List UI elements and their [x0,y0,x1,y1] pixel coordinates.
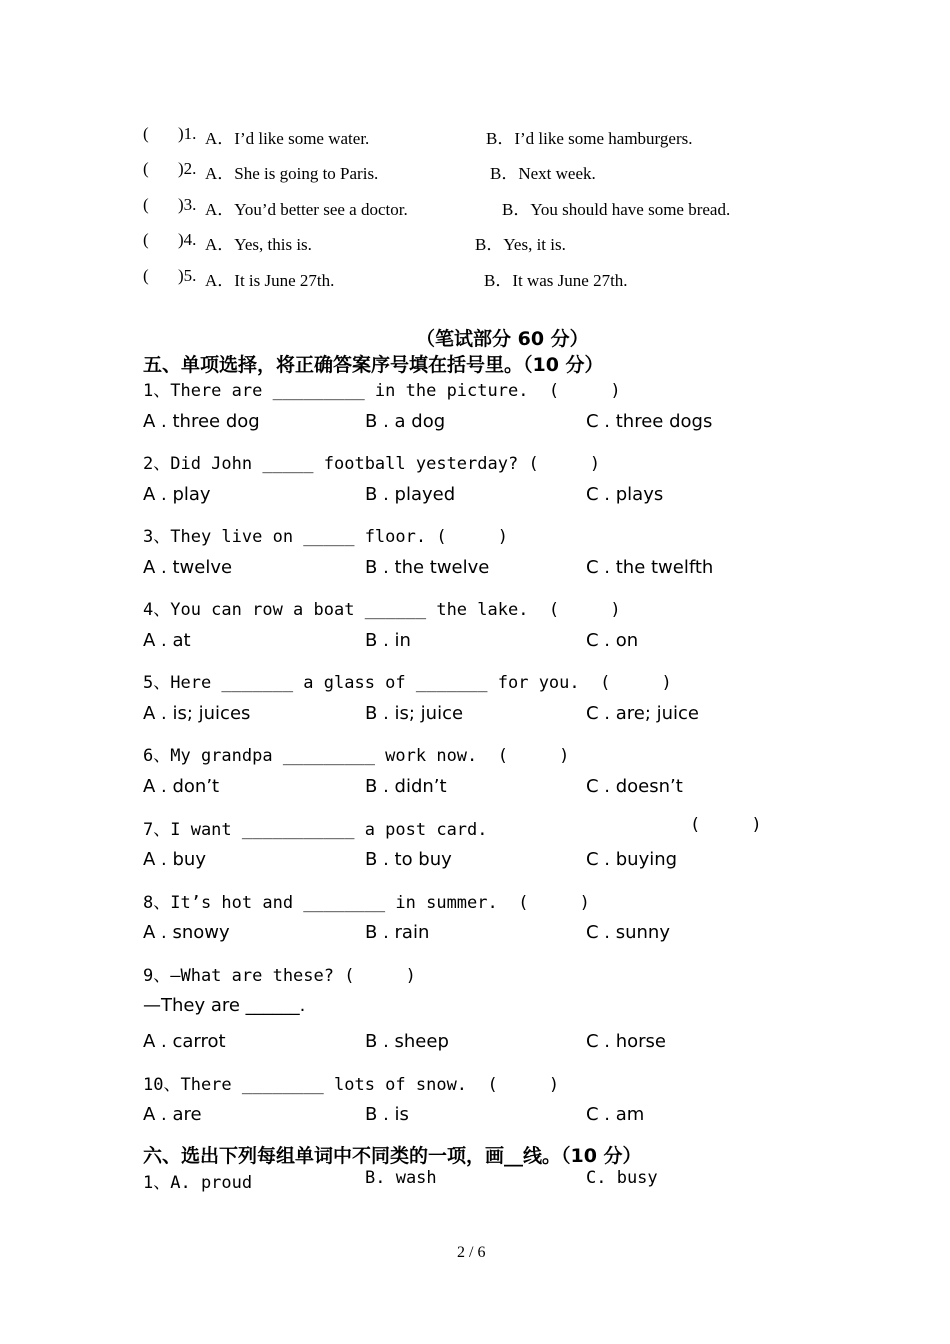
item-number: )1. [178,124,197,143]
answer-paren: ( ) [690,815,762,835]
answer-paren: ( [143,266,149,285]
option-a: A．I’d like some water. [205,129,370,148]
option-a: A . carrot [143,1031,226,1052]
option-b: B . to buy [365,849,452,870]
option-c: C . buying [586,849,678,870]
item-number: )2. [178,159,197,178]
option-a: A . are [143,1104,202,1125]
option-a: A．It is June 27th. [205,271,335,290]
question-text: 6、My grandpa _________ work now. ( ) [143,746,570,766]
question-option-a: 1、A. proud [143,1173,253,1193]
option-b: B . a dog [365,411,446,432]
option-b: B . in [365,630,411,651]
option-a: A．Yes, this is. [205,235,312,254]
item-number: )5. [178,266,197,285]
option-c: C . am [586,1104,645,1125]
option-b: B . is [365,1104,409,1125]
option-b: B．Yes, it is. [475,235,566,254]
option-a: A . at [143,630,191,651]
option-c: C . three dogs [586,411,713,432]
option-b: B. wash [365,1168,437,1188]
question-text: 2、Did John _____ football yesterday? ( ) [143,454,601,474]
section5-title: 五、单项选择，将正确答案序号填在括号里。（10 分） [143,354,604,376]
option-b: B . sheep [365,1031,449,1052]
option-c: C. busy [586,1168,658,1188]
option-b: B．You should have some bread. [502,200,731,219]
option-b: B . didn’t [365,776,447,797]
option-a: A . play [143,484,211,505]
option-c: C . are; juice [586,703,700,724]
option-a: A．She is going to Paris. [205,164,379,183]
answer-paren: ( [143,195,149,214]
question-text: 10、There ________ lots of snow. ( ) [143,1075,560,1095]
option-b: B．I’d like some hamburgers. [486,129,693,148]
option-a: A . snowy [143,922,230,943]
answer-paren: ( [143,159,149,178]
written-part-title: （笔试部分 60 分） [416,328,589,350]
question-text: 7、I want ___________ a post card. [143,820,488,840]
question-text: 9、—What are these? ( ) [143,966,416,986]
page-number: 2 / 6 [457,1244,486,1261]
question-text: 8、It’s hot and ________ in summer. ( ) [143,893,590,913]
item-number: )4. [178,230,197,249]
option-c: C . on [586,630,639,651]
question-text-line2: —They are ______. [143,995,306,1016]
option-a: A．You’d better see a doctor. [205,200,408,219]
option-c: C . sunny [586,922,670,943]
option-c: C . plays [586,484,664,505]
option-b: B . is; juice [365,703,464,724]
option-a: A . don’t [143,776,220,797]
option-a: A . is; juices [143,703,251,724]
item-number: )3. [178,195,197,214]
question-text: 4、You can row a boat ______ the lake. ( ) [143,600,621,620]
option-b: B . rain [365,922,430,943]
option-b: B．It was June 27th. [484,271,628,290]
question-text: 3、They live on _____ floor. ( ) [143,527,508,547]
option-b: B．Next week. [490,164,596,183]
option-c: C . horse [586,1031,667,1052]
option-a: A . buy [143,849,206,870]
option-b: B . the twelve [365,557,490,578]
question-text: 1、There are _________ in the picture. ( ) [143,381,621,401]
answer-paren: ( [143,230,149,249]
option-a: A . three dog [143,411,260,432]
option-b: B . played [365,484,456,505]
question-text: 5、Here _______ a glass of _______ for you. ( ) [143,673,672,693]
section6-title: 六、选出下列每组单词中不同类的一项，画__线。（10 分） [143,1145,642,1167]
answer-paren: ( [143,124,149,143]
option-a: A . twelve [143,557,233,578]
option-c: C . doesn’t [586,776,683,797]
option-c: C . the twelfth [586,557,714,578]
